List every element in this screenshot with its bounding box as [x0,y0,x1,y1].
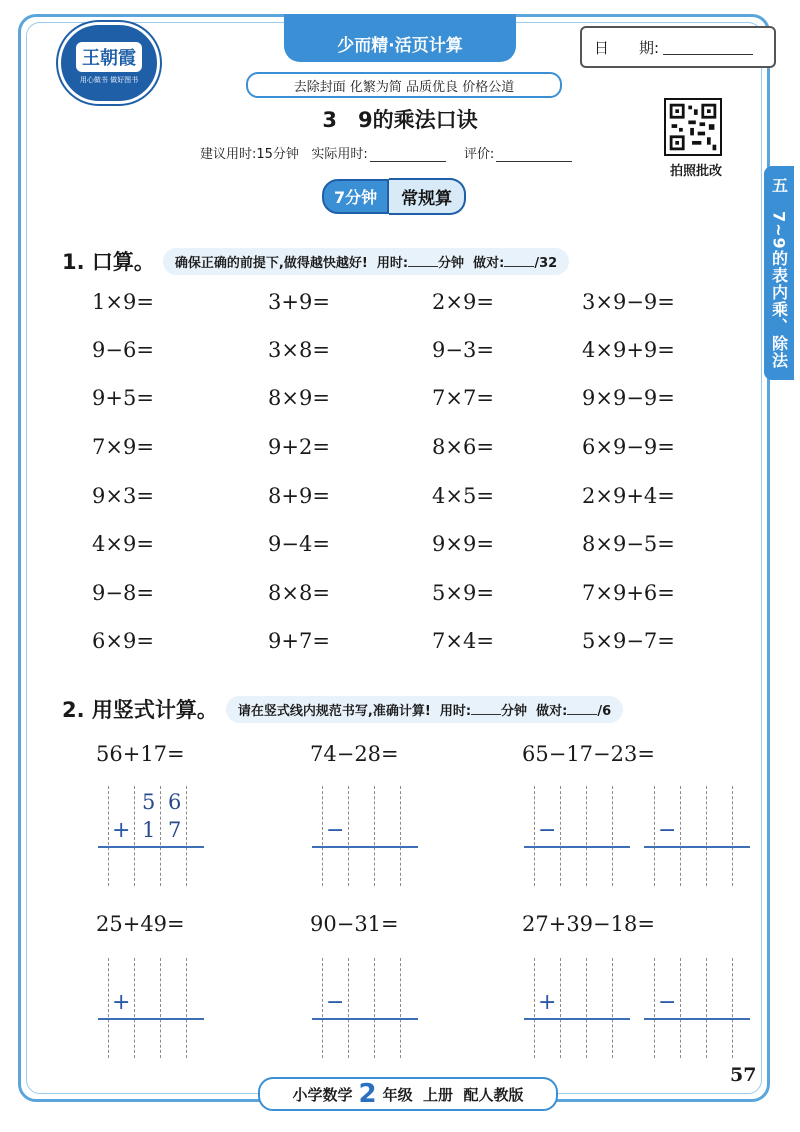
q2-correct-blank[interactable] [567,704,597,715]
qr-label: 拍照批改 [669,164,722,179]
q1-item[interactable]: 3×9−9= [582,290,675,314]
q1-item[interactable]: 2×9+4= [582,484,675,508]
q1-item[interactable]: 9+7= [268,629,330,653]
q1-title: 1. 口算。 [62,250,155,274]
logo-text: 王朝霞 [76,42,142,72]
lesson-title: 3 9的乘法口诀 [322,108,478,132]
vertical-grid[interactable] [312,958,418,1058]
footer-term: 上册 [423,1085,454,1104]
q1-correct-total: /32 [534,255,558,271]
q1-correct-label: 做对: [473,255,505,271]
vertical-grid[interactable] [644,786,750,886]
section-minutes: 7分钟 [322,179,389,214]
q2-problem: 74−28= [310,742,399,766]
footer-grade-suffix: 年级 [382,1085,413,1104]
footer-bar [258,1077,558,1111]
vertical-grid[interactable] [312,786,418,886]
q1-item[interactable]: 8×9−5= [582,532,675,556]
q2-time-blank[interactable] [471,704,501,715]
logo-tagline: 用心做书 做好图书 [79,75,139,84]
q1-item[interactable]: 9×9= [432,532,494,556]
vertical-digit: 5 [142,790,156,814]
q1-time-blank[interactable] [408,256,438,267]
minus-sign: − [538,818,557,843]
vertical-grid[interactable] [524,786,630,886]
footer-subject: 小学数学 [292,1085,353,1104]
q1-item[interactable]: 5×9= [432,581,494,605]
q2-correct-total: /6 [597,703,612,719]
q2-time-unit: 分钟 [501,703,528,719]
q1-item[interactable]: 7×9= [92,435,154,459]
q1-item[interactable]: 3+9= [268,290,330,314]
q1-correct-blank[interactable] [504,256,534,267]
q1-item[interactable]: 1×9= [92,290,154,314]
q1-item[interactable]: 5×9−7= [582,629,675,653]
q1-item[interactable]: 4×5= [432,484,494,508]
vertical-digit: 6 [168,790,182,814]
q2-problem: 56+17= [96,742,185,766]
q2-hint-text: 请在竖式线内规范书写,准确计算! [237,703,431,719]
q2-problem: 27+39−18= [522,912,655,936]
q1-item[interactable]: 9−8= [92,581,154,605]
vertical-digit: 7 [168,818,182,842]
q1-item[interactable]: 7×7= [432,386,494,410]
q2-problem: 90−31= [310,912,399,936]
q2-problem: 65−17−23= [522,742,655,766]
q1-item[interactable]: 8×9= [268,386,330,410]
vertical-grid[interactable] [644,958,750,1058]
q2-title: 2. 用竖式计算。 [62,698,218,722]
rating-blank[interactable] [496,149,572,162]
minus-sign: − [658,818,677,843]
q1-hint [163,248,569,275]
q1-item[interactable]: 9−4= [268,532,330,556]
q2-hint [226,696,623,723]
brand-logo [58,22,160,104]
q1-item[interactable]: 9×3= [92,484,154,508]
q1-item[interactable]: 2×9= [432,290,494,314]
plus-sign: + [112,990,131,1015]
header-banner [284,14,516,62]
vertical-grid[interactable] [98,958,204,1058]
q1-item[interactable]: 4×9+9= [582,338,675,362]
q2-problem: 25+49= [96,912,185,936]
rating-label: 评价: [463,147,495,162]
vertical-grid[interactable] [98,786,204,886]
q1-time-unit: 分钟 [438,255,465,271]
q1-item[interactable]: 9+5= [92,386,154,410]
q1-grid [92,290,732,670]
section-badge [322,180,466,212]
banner-text: 少而精·活页计算 [337,36,463,56]
plus-sign: + [112,818,131,843]
q1-item[interactable]: 3×8= [268,338,330,362]
actual-time-label: 实际用时: [311,147,368,162]
q1-item[interactable]: 9−6= [92,338,154,362]
q1-header [62,246,569,276]
q1-item[interactable]: 6×9−9= [582,435,675,459]
q1-time-label: 用时: [376,255,409,271]
q1-item[interactable]: 9+2= [268,435,330,459]
page-number: 57 [730,1064,757,1086]
q1-item[interactable]: 9×9−9= [582,386,675,410]
q2-correct-label: 做对: [536,703,568,719]
vertical-grid[interactable] [524,958,630,1058]
q1-item[interactable]: 7×4= [432,629,494,653]
q1-item[interactable]: 7×9+6= [582,581,675,605]
q1-item[interactable]: 9−3= [432,338,494,362]
section-label: 常规算 [389,178,466,215]
actual-time-blank[interactable] [370,149,446,162]
q1-item[interactable]: 8×8= [268,581,330,605]
vertical-digit: 1 [142,818,156,842]
date-blank[interactable] [663,40,753,55]
chapter-side-tab: 五 7~9的表内乘、除法 [764,166,794,380]
q1-hint-text: 确保正确的前提下,做得越快越好! [174,255,368,271]
q2-time-label: 用时: [439,703,472,719]
minus-sign: − [326,818,345,843]
q2-header [62,694,623,724]
q1-item[interactable]: 4×9= [92,532,154,556]
suggested-time: 建议用时:15分钟 [200,147,299,162]
footer-grade-num: 2 [358,1079,377,1109]
date-label: 日 期: [594,38,660,57]
footer-edition: 配人教版 [463,1085,524,1104]
q1-item[interactable]: 8+9= [268,484,330,508]
lesson-meta [200,143,586,162]
plus-sign: + [538,990,557,1015]
minus-sign: − [326,990,345,1015]
q1-item[interactable]: 6×9= [92,629,154,653]
date-box [580,26,776,68]
q1-item[interactable]: 8×6= [432,435,494,459]
minus-sign: − [658,990,677,1015]
slogan-bar: 去除封面 化繁为简 品质优良 价格公道 [246,72,562,98]
